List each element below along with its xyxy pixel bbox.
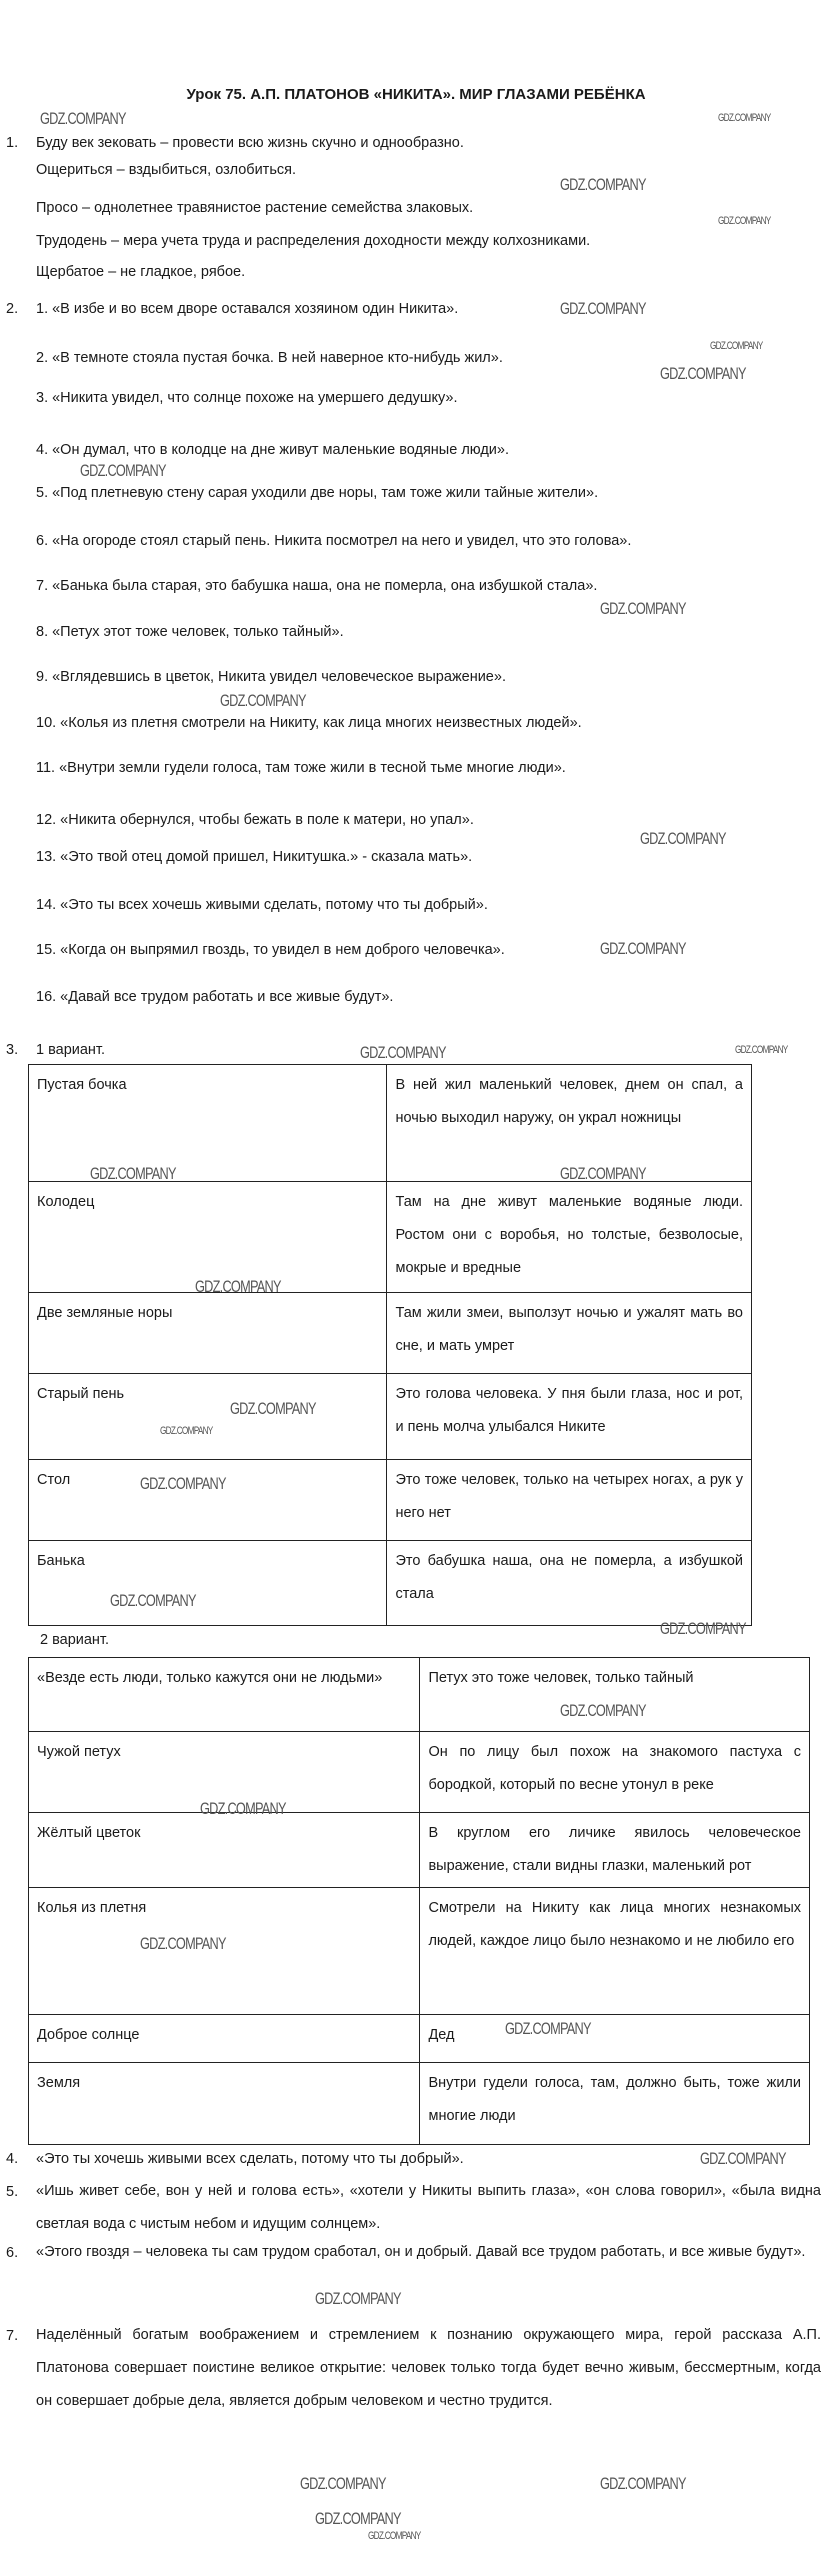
table-cell: Земля: [29, 2063, 420, 2145]
watermark: GDZ.COMPANY: [660, 364, 746, 383]
watermark: GDZ.COMPANY: [640, 829, 726, 848]
quote-item: 8. «Петух этот тоже человек, только тайный».: [36, 624, 344, 640]
watermark: GDZ.COMPANY: [700, 2149, 786, 2168]
task5-text: «Ишь живет себе, вон у ней и голова есть», «хотели у Никиты выпить глаза», «он слова говорил», «была видна светлая вода с чистым небом и идущим солнцем».: [36, 2183, 821, 2232]
table-cell: Это тоже человек, только на четырех ногах, а рук у него нет: [387, 1460, 752, 1541]
watermark: GDZ.COMPANY: [718, 215, 771, 227]
quote-item: 11. «Внутри земли гудели голоса, там тоже жили в тесной тьме многие люди».: [36, 760, 566, 776]
watermark: GDZ.COMPANY: [560, 175, 646, 194]
quote-item: 12. «Никита обернулся, чтобы бежать в поле к матери, но упал».: [36, 812, 474, 828]
watermark: GDZ.COMPANY: [710, 340, 763, 352]
table-row: [29, 2015, 810, 2063]
quote-item: 6. «На огороде стоял старый пень. Никита посмотрел на него и увидел, что это голова».: [36, 533, 632, 549]
watermark: GDZ.COMPANY: [560, 1164, 646, 1183]
vocab-line: Просо – однолетнее травянистое растение семейства злаковых.: [36, 200, 474, 216]
table-cell: Стол: [29, 1460, 387, 1541]
quote-item: 13. «Это твой отец домой пришел, Никитушка.» - сказала мать».: [36, 849, 473, 865]
watermark: GDZ.COMPANY: [600, 939, 686, 958]
watermark: GDZ.COMPANY: [140, 1474, 226, 1493]
watermark: GDZ.COMPANY: [80, 461, 166, 480]
table-row: [29, 1182, 752, 1293]
quote-item: 10. «Колья из плетня смотрели на Никиту, как лица многих неизвестных людей».: [36, 715, 582, 731]
watermark: GDZ.COMPANY: [368, 2530, 421, 2542]
watermark: GDZ.COMPANY: [200, 1799, 286, 1818]
table-cell: Дед: [420, 2015, 810, 2063]
table-row: [29, 1293, 752, 1374]
table-cell: Колодец: [29, 1182, 387, 1293]
table-cell: Внутри гудели голоса, там, должно быть, тоже жили многие люди: [420, 2063, 810, 2145]
watermark: GDZ.COMPANY: [735, 1044, 788, 1056]
table-cell: Это бабушка наша, она не померла, а избушкой стала: [387, 1541, 752, 1626]
watermark: GDZ.COMPANY: [220, 691, 306, 710]
watermark: GDZ.COMPANY: [315, 2289, 401, 2308]
vocab-line: Ощериться – вздыбиться, озлобиться.: [36, 162, 297, 178]
table-row: [29, 1658, 810, 1732]
vocab-line: Буду век зековать – провести всю жизнь скучно и однообразно.: [36, 135, 464, 151]
watermark: GDZ.COMPANY: [110, 1591, 196, 1610]
table-cell: Смотрели на Никиту как лица многих незнакомых людей, каждое лицо было незнакомо и не любило его: [420, 1888, 810, 2015]
watermark: GDZ.COMPANY: [315, 2509, 401, 2528]
task2-number: 2.: [6, 301, 19, 317]
quote-item: 5. «Под плетневую стену сарая уходили две норы, там тоже жили тайные жители».: [36, 485, 599, 501]
page-title: Урок 75. А.П. ПЛАТОНОВ «НИКИТА». МИР ГЛАЗАМИ РЕБЁНКА: [186, 86, 646, 103]
task4-text: «Это ты хочешь живыми всех сделать, потому что ты добрый».: [36, 2151, 464, 2167]
watermark: GDZ.COMPANY: [230, 1399, 316, 1418]
task6-text: «Этого гвоздя – человека ты сам трудом сработал, он и добрый. Давай все трудом работать, и все живые будут».: [36, 2244, 806, 2260]
quote-item: 4. «Он думал, что в колодце на дне живут маленькие водяные люди».: [36, 442, 509, 458]
task7-number: 7.: [6, 2328, 19, 2344]
table-cell: Колья из плетня: [29, 1888, 420, 2015]
table-cell: Там жили змеи, выползут ночью и ужалят мать во сне, и мать умрет: [387, 1293, 752, 1374]
table-cell: «Везде есть люди, только кажутся они не людьми»: [29, 1658, 420, 1732]
watermark: GDZ.COMPANY: [90, 1164, 176, 1183]
task7-text: Наделённый богатым воображением и стремлением к познанию окружающего мира, герой рассказа А.П. Платонова совершает поистине великое открытие: человек только тогда будет вечно живым, бессмертным, когда он совершает добрые дела, является добрым человеком и честно трудится.: [36, 2327, 821, 2409]
table-cell: Пустая бочка: [29, 1065, 387, 1182]
table-row: [29, 1813, 810, 1888]
watermark: GDZ.COMPANY: [40, 109, 126, 128]
table-cell: В ней жил маленький человек, днем он спал, а ночью выходил наружу, он украл ножницы: [387, 1065, 752, 1182]
watermark: GDZ.COMPANY: [660, 1619, 746, 1638]
table-cell: Петух это тоже человек, только тайный: [420, 1658, 810, 1732]
variant2-table: [28, 1657, 810, 2145]
table-cell: Банька: [29, 1541, 387, 1626]
quote-item: 3. «Никита увидел, что солнце похоже на умершего дедушку».: [36, 390, 458, 406]
variant2-label: 2 вариант.: [40, 1632, 109, 1648]
table-cell: Доброе солнце: [29, 2015, 420, 2063]
task4-number: 4.: [6, 2151, 19, 2167]
variant1-label: 1 вариант.: [36, 1042, 105, 1058]
table-cell: Он по лицу был похож на знакомого пастуха с бородкой, который по весне утонул в реке: [420, 1732, 810, 1813]
table-cell: Это голова человека. У пня были глаза, нос и рот, и пень молча улыбался Никите: [387, 1374, 752, 1460]
task3-number: 3.: [6, 1042, 19, 1058]
watermark: GDZ.COMPANY: [600, 2474, 686, 2493]
table-row: [29, 1732, 810, 1813]
table-cell: Чужой петух: [29, 1732, 420, 1813]
table-cell: В круглом его личике явилось человеческое выражение, стали видны глазки, маленький рот: [420, 1813, 810, 1888]
quote-item: 14. «Это ты всех хочешь живыми сделать, потому что ты добрый».: [36, 897, 488, 913]
vocab-line: Трудодень – мера учета труда и распределения доходности между колхозниками.: [36, 233, 591, 249]
watermark: GDZ.COMPANY: [140, 1934, 226, 1953]
task5-number: 5.: [6, 2184, 19, 2200]
quote-item: 9. «Вглядевшись в цветок, Никита увидел человеческое выражение».: [36, 669, 506, 685]
watermark: GDZ.COMPANY: [160, 1425, 213, 1437]
watermark: GDZ.COMPANY: [718, 112, 771, 124]
table-cell: Там на дне живут маленькие водяные люди. Ростом они с воробья, но толстые, безволосые, мокрые и вредные: [387, 1182, 752, 1293]
quote-item: 16. «Давай все трудом работать и все живые будут».: [36, 989, 394, 1005]
table-row: [29, 1374, 752, 1460]
task1-number: 1.: [6, 135, 19, 151]
variant1-table: [28, 1064, 752, 1626]
quote-item: 7. «Банька была старая, это бабушка наша, она не померла, она избушкой стала».: [36, 578, 598, 594]
watermark: GDZ.COMPANY: [600, 599, 686, 618]
watermark: GDZ.COMPANY: [360, 1043, 446, 1062]
watermark: GDZ.COMPANY: [560, 299, 646, 318]
quote-item: 15. «Когда он выпрямил гвоздь, то увидел в нем доброго человечка».: [36, 942, 505, 958]
table-cell: Жёлтый цветок: [29, 1813, 420, 1888]
watermark: GDZ.COMPANY: [560, 1701, 646, 1720]
watermark: GDZ.COMPANY: [505, 2019, 591, 2038]
watermark: GDZ.COMPANY: [300, 2474, 386, 2493]
table-row: [29, 2063, 810, 2145]
quote-item: 1. «В избе и во всем дворе оставался хозяином один Никита».: [36, 301, 459, 317]
task6-number: 6.: [6, 2245, 19, 2261]
table-cell: Старый пень: [29, 1374, 387, 1460]
table-row: [29, 1541, 752, 1626]
table-cell: Две земляные норы: [29, 1293, 387, 1374]
watermark: GDZ.COMPANY: [195, 1277, 281, 1296]
table-row: [29, 1460, 752, 1541]
vocab-line: Щербатое – не гладкое, рябое.: [36, 264, 246, 280]
quote-item: 2. «В темноте стояла пустая бочка. В ней наверное кто-нибудь жил».: [36, 350, 503, 366]
